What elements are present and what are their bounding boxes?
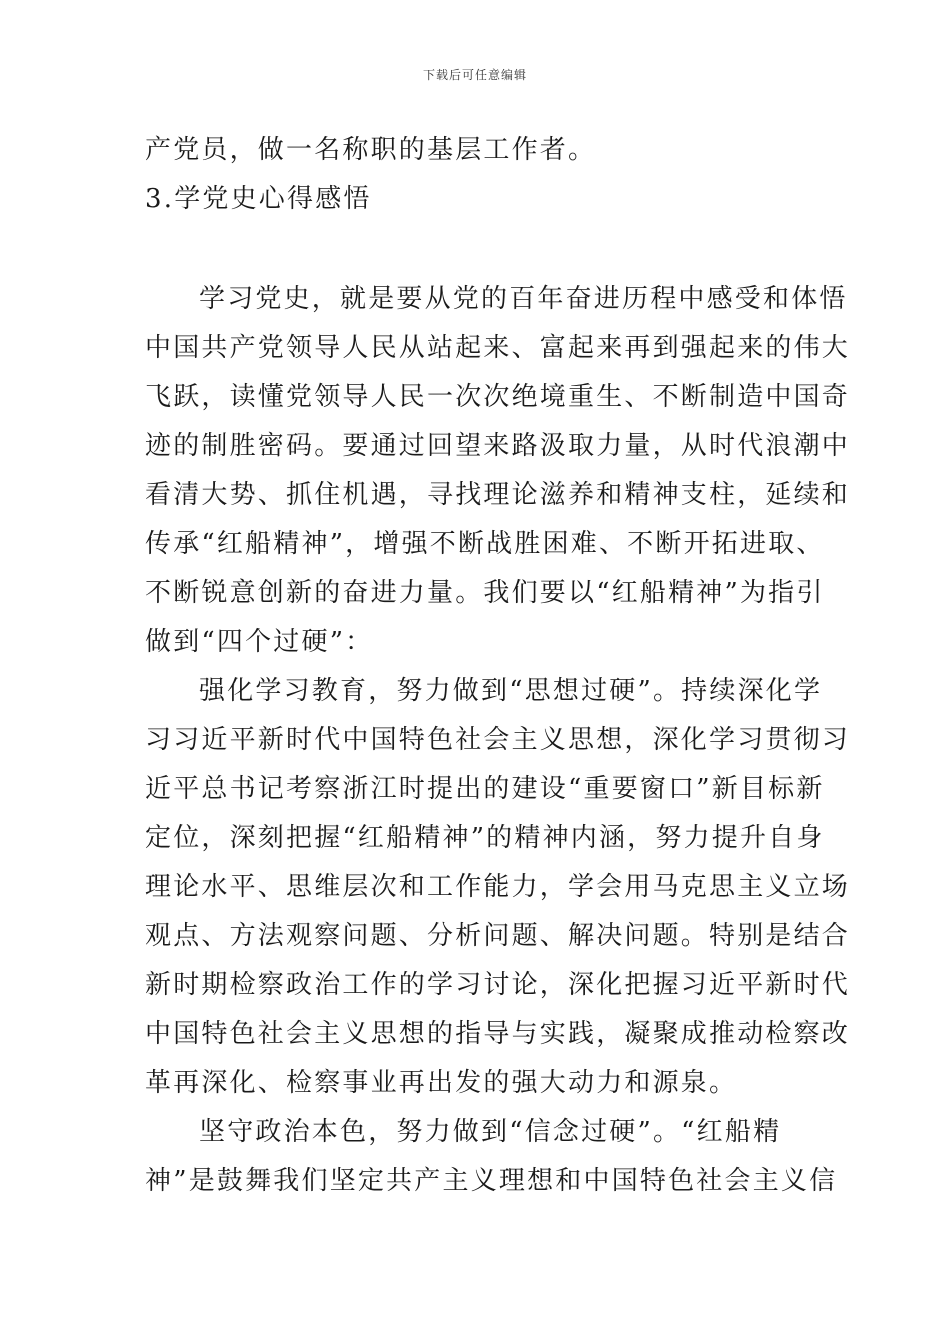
text-line: 神”是鼓舞我们坚定共产主义理想和中国特色社会主义信 xyxy=(145,1166,838,1196)
text-line: 定位，深刻把握“红船精神”的精神内涵，努力提升自身 xyxy=(145,823,825,853)
text-line: 中国特色社会主义思想的指导与实践，凝聚成推动检察改 xyxy=(145,1019,851,1049)
blank-line xyxy=(145,224,805,275)
text-line: 近平总书记考察浙江时提出的建设“重要窗口”新目标新 xyxy=(145,774,825,804)
text-line: 中国共产党领导人民从站起来、富起来再到强起来的伟大 xyxy=(145,333,851,363)
section-heading: 3.学党史心得感悟 xyxy=(145,184,372,214)
text-line: 学习党史，就是要从党的百年奋进历程中感受和体悟 xyxy=(199,284,848,314)
text-line: 革再深化、检察事业再出发的强大动力和源泉。 xyxy=(145,1068,738,1098)
text-line: 产党员，做一名称职的基层工作者。 xyxy=(145,135,597,165)
text-line: 迹的制胜密码。要通过回望来路汲取力量，从时代浪潮中 xyxy=(145,431,851,461)
text-line: 坚守政治本色，努力做到“信念过硬”。“红船精 xyxy=(199,1117,782,1147)
page-header: 下载后可任意编辑 xyxy=(422,68,527,82)
text-line: 做到“四个过硬”： xyxy=(145,627,374,657)
text-line: 飞跃，读懂党领导人民一次次绝境重生、不断制造中国奇 xyxy=(145,382,851,412)
paragraph-2 xyxy=(145,667,851,1108)
document-body xyxy=(145,126,851,1206)
paragraph-1 xyxy=(145,275,851,667)
text-line: 理论水平、思维层次和工作能力，学会用马克思主义立场 xyxy=(145,872,851,902)
text-line: 看清大势、抓住机遇，寻找理论滋养和精神支柱，延续和 xyxy=(145,480,851,510)
paragraph-3 xyxy=(145,1108,838,1206)
text-line: 新时期检察政治工作的学习讨论，深化把握习近平新时代 xyxy=(145,970,851,1000)
text-line: 传承“红船精神”，增强不断战胜困难、不断开拓进取、 xyxy=(145,529,825,559)
text-line: 不断锐意创新的奋进力量。我们要以“红船精神”为指引 xyxy=(145,578,825,608)
text-line: 观点、方法观察问题、分析问题、解决问题。特别是结合 xyxy=(145,921,851,951)
text-line: 习习近平新时代中国特色社会主义思想，深化学习贯彻习 xyxy=(145,725,851,755)
text-line: 强化学习教育，努力做到“思想过硬”。持续深化学 xyxy=(199,676,823,706)
